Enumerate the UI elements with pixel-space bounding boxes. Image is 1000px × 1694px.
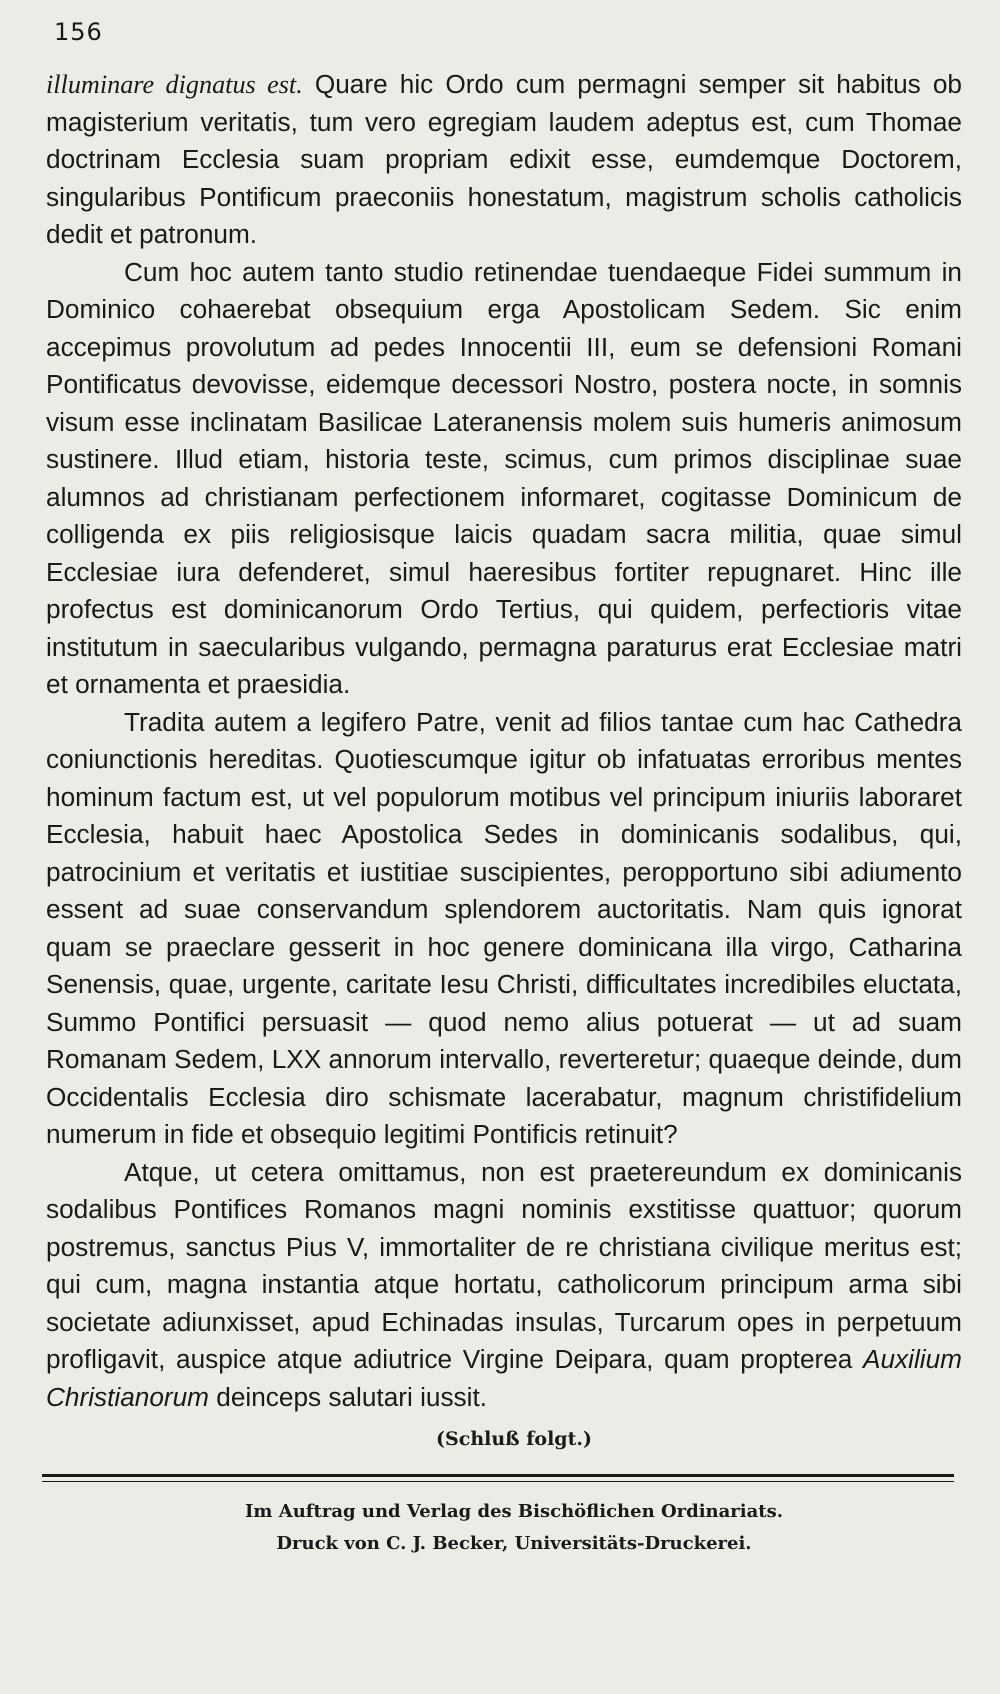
italic-lead: illuminare dignatus est. <box>46 70 303 99</box>
paragraph-4-text-before: Atque, ut cetera omittamus, non est praetereundum ex dominicanis sodalibus Pontifices Romanos magni nominis exstitisse quattuor; quorum postremus, sanctus Pius V, immortaliter de re christiana civilique meritus est; qui cum, magna instantia atque hortatu, catholicorum principum arma sibi societate adiunxisset, apud Echinadas insulas, Turcarum opes in perpetuum profligavit, auspice atque adiutrice Virgine Deipara, quam propterea <box>46 1156 962 1374</box>
paragraph-4-text-after: deinceps salutari iussit. <box>209 1381 488 1412</box>
paragraph-3 <box>46 704 962 1154</box>
imprint-rule-thick <box>42 1474 954 1477</box>
italic-phrase: Auxilium Christianorum <box>46 1344 962 1412</box>
paragraph-3-text: Tradita autem a legifero Patre, venit ad filios tantae cum hac Cathedra coniunctionis hereditas. Quotiescumque igitur ob infatuatas erroribus mentes hominum factum est, ut vel populorum motibus vel principum iniuriis laboraret Ecclesia, habuit haec Apostolica Sedes in dominicanis sodalibus, qui, patrocinium et veritatis et iustitiae suscipientes, peropportuno sibi adiumento essent ad suae conservandum splendorem auctoritatis. Nam quis ignorat quam se praeclare gesserit in hoc genere dominicana illa virgo, Catharina Senensis, quae, urgente, caritate Iesu Christi, difficultates incredibiles eluctata, Summo Pontifici persuasit — quod nemo alius potuerat — ut ad suam Romanam Sedem, LXX annorum intervallo, reverteretur; quaeque deinde, dum Occidentalis Ecclesia diro schismate lacerabatur, magnum christifidelium numerum in fide et obsequio legitimi Pontificis retinuit? <box>46 706 962 1149</box>
paragraph-1 <box>46 66 962 254</box>
imprint-line-publisher: Im Auftrag und Verlag des Bischöflichen Ordinariats. <box>245 1501 783 1522</box>
imprint-rule-thin <box>42 1481 954 1482</box>
continuation-note: (Schluß folgt.) <box>436 1428 592 1450</box>
paragraph-2-text: Cum hoc autem tanto studio retinendae tuendaeque Fidei summum in Dominico cohaerebat obsequium erga Apostolicam Sedem. Sic enim accepimus provolutum ad pedes Innocentii III, eum se defensioni Romani Pontificatus devovisse, eidemque decessori Nostro, postera nocte, in somnis visum esse inclinatam Basilicae Lateranensis molem suis humeris animosum sustinere. Illud etiam, historia teste, scimus, cum primos disciplinae suae alumnos ad christianam perfectionem informaret, cogitasse Dominicum de colligenda ex piis religiosisque laicis quadam sacra militia, quae simul Ecclesiae iura defenderet, simul haeresibus fortiter repugnaret. Hinc ille profectus est dominicanorum Ordo Tertius, qui quidem, perfectioris vitae institutum in saecularibus vulgando, permagna paraturus erat Ecclesiae matri et ornamenta et praesidia. <box>46 256 962 699</box>
paragraph-1-text: Quare hic Ordo cum permagni semper sit habitus ob magisterium veritatis, tum vero egregiam laudem adeptus est, cum Thomae doctrinam Ecclesia suam propriam edixit esse, eumdemque Doctorem, singularibus Pontificum praeconiis honestatum, magistrum scholis catholicis dedit et patronum. <box>46 69 962 249</box>
imprint <box>46 1496 962 1560</box>
paragraph-4 <box>46 1154 962 1417</box>
body-text <box>46 66 962 1416</box>
page-number: 156 <box>54 18 103 46</box>
paragraph-2 <box>46 254 962 704</box>
imprint-line-printer: Druck von C. J. Becker, Universitäts-Druckerei. <box>276 1533 752 1554</box>
